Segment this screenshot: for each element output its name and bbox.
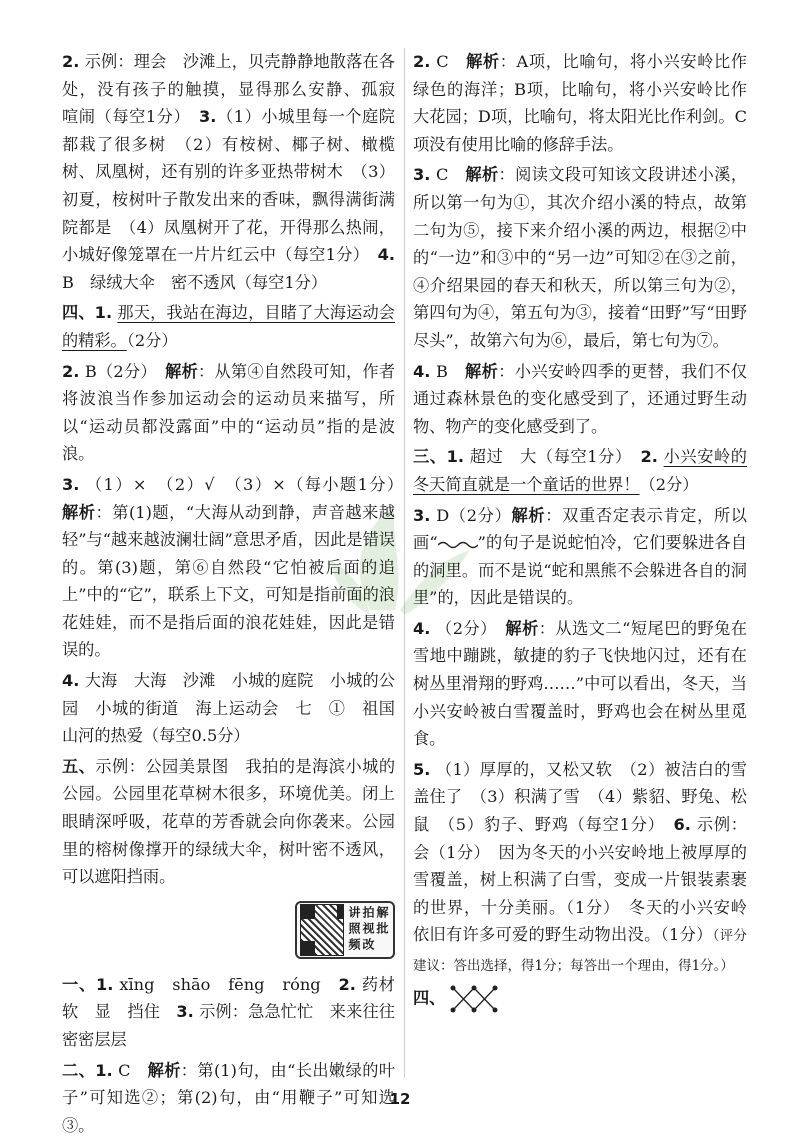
analysis-label: 解析 [466,52,500,71]
answer-text: 示例：急急忙忙 来来往往 密密层层 [62,1002,412,1049]
answer-text: B（2分） [79,361,149,381]
page-number: 12 [389,1090,411,1108]
item-number: 3. [198,107,217,127]
qr-caption-char: 拍 [361,905,375,918]
qr-caption-char: 照 [347,921,361,934]
answer-text: 大海 大海 沙滩 小城的庭院 小城的公园 小城的街道 海上运动会 七 ① 祖国山河的热爱（每空0.5分） [62,671,395,746]
analysis-label: 解析 [465,165,499,185]
matching-lines-diagram [449,984,499,1014]
analysis-label: 解析 [165,361,199,381]
answer-block-section5 [62,753,395,891]
answer-block-section3-q4 [413,615,747,753]
analysis-label: 解析 [147,1060,181,1080]
lesson-title-row [62,895,395,965]
answer-block-section4-matching [413,984,747,1014]
left-column [62,48,412,1142]
qr-code-icon [300,904,344,956]
answer-text: C [430,165,466,185]
item-number: 4. [413,618,431,638]
answer-text: C [430,52,467,71]
item-number: 3. [413,165,431,185]
analysis-label: 解析 [62,502,96,522]
section-number: 三、1. [413,447,464,467]
item-number: 3. [176,1002,194,1022]
section-number: 五、 [62,756,96,776]
item-number: 2. [640,447,658,467]
answer-block-section4-q3 [62,471,395,664]
item-number: 3. [413,505,431,525]
item-number: 4. [413,361,431,381]
answer-block-section2-q4 [413,358,747,441]
score-note: （2分） [126,330,178,350]
answer-text: （1）厚厚的，又松又软 （2）被洁白的雪盖住了 （3）积满了雪 （4）紫貂、野兔、松鼠 （5）豹子、野鸡（每空1分） [413,759,747,835]
section-number: 四、 [413,988,446,1008]
analysis-label: 解析 [511,505,546,525]
item-number: 6. [673,815,691,835]
underlined-answer: 那天，我站在海边，目睹了大海运动会的精彩。 [62,303,395,350]
qr-caption-char: 解 [375,905,389,918]
answer-text: 示例：会（1分） 因为冬天的小兴安岭地上被厚厚的雪覆盖，树上积满了白雪，变成一片银装素裹的世界，十分美丽。（1分） 冬天的小兴安岭依旧有许多可爱的野生动物出没。（1分） [413,815,747,945]
column-divider [404,48,405,1078]
answer-block-section4-q1 [62,299,395,354]
item-number: 2. [338,974,356,994]
answer-block-lesson17-part3 [62,48,412,296]
underlined-answer: 小兴安岭的冬天简直就是一个童话的世界！ [413,447,747,494]
qr-caption-char: 批 [375,921,389,934]
answer-text: （2分） [430,618,489,638]
qr-caption-char: 讲 [347,905,361,918]
answer-text: B 绿绒大伞 密不透风（每空1分） [62,272,328,292]
item-number: 2. [62,361,80,381]
wavy-underline-mark [438,539,478,549]
item-number: 4. [62,671,80,691]
analysis-text: ：A项，比喻句，将小兴安岭比作绿色的海洋；B项，比喻句，将小兴安岭比作大花园；D项，比喻句，将太阳光比作利剑。C项没有使用比喻的修辞手法。 [413,52,747,154]
answer-block-section3-q1-2 [413,443,747,498]
answer-block-section2-q3 [413,161,747,354]
pinyin-answer: xīng shāo fēng róng [113,974,339,994]
item-number: 4. [377,245,396,265]
analysis-text: ：从第④自然段可知，作者将波浪当作参加运动会的运动员来描写，所以“运动员都没露面”中的“运动员”指的是波浪。 [62,361,396,464]
answer-text: 示例：公园美景图 我拍的是海滨小城的公园。公园里花草树木很多，环境优美。闭上眼睛深呼吸，花草的芳香就会向你袭来。公园里的榕树像撑开的绿绒大伞，树叶密不透风，可以遮阳挡雨。 [62,756,396,887]
score-note: （2分） [639,474,699,494]
qr-caption-char: 频 [347,937,361,950]
qr-caption-char: 改 [361,937,375,950]
answer-text: 超过 大（每空1分） [464,447,641,467]
scoring-note: （评分建议：答出选择，得1分；每答出一个理由，得1分。） [413,928,747,974]
answer-block-section2-q2 [413,48,747,158]
item-number: 2. [413,52,431,71]
answer-text: （1）小城里每一个庭院都栽了很多树 （2）有桉树、椰子树、橄榄树、凤凰树，还有别的许多亚热带树木 （3）初夏，桉树叶子散发出来的香味，飘得满街满院都是 （4）凤凰树开了花，开得那么热闹，小城好像笼罩在一片片红云中（每空1分） [62,107,395,265]
item-number: 2. [62,52,80,71]
analysis-text: ：双重否定表示肯定，所以画“ [413,505,747,553]
section-number: 二、1. [62,1060,113,1080]
answer-block-section4-q4 [62,667,395,750]
item-number: 5. [413,759,431,779]
answer-block-section3-q3 [413,502,747,612]
right-column [413,48,747,1017]
answer-text: 示例：理会 沙滩上，贝壳静静地散落在各处，没有孩子的触摸，显得那么安静、孤寂 喧闹（每空1分） [62,52,412,127]
section-number: 四、1. [62,303,113,323]
answer-text: 药材 软 显 挡住 [62,974,412,1022]
item-number: 3. [62,474,80,494]
answer-text: C [112,1060,148,1080]
analysis-text: ：第(1)句，由“长出嫩绿的叶子”可知选②；第(2)句，由“用鞭子”可知选③。 [62,1060,396,1135]
qr-code-badge[interactable] [295,901,395,959]
answer-text: B [430,361,465,381]
answer-block-lesson18-section1 [62,971,412,1054]
answer-block-section4-q2 [62,358,395,468]
analysis-text: ：阅读文段可知该文段讲述小溪，所以第一句为①，其次介绍小溪的特点，故第二句为⑤，接下来介绍小溪的两边，根据②中的“一边”和③中的“另一边”可知②在③之前，④介绍果园的春天和秋天，所以第三句为②，第四句为④，第五句为③，接着“田野”写“田野尽头”，故第六句为⑥，最后，第七句为⑦。 [413,165,748,350]
analysis-text: ”的句子是说蛇怕冷，它们要躲进各自的洞里。而不是说“蛇和黑熊不会躲进各自的洞里”的，因此是错误的。 [413,533,748,608]
analysis-label: 解析 [505,618,539,638]
qr-caption-char: 视 [361,921,375,934]
analysis-text: ：第(1)题，“大海从动到静，声音越来越轻”与“越来越波澜壮阔”意思矛盾，因此是错误的。第(3)题，第⑥自然段“它怕被后面的追上”中的“它”，联系上下文，可知是指前面的浪花娃娃，而不是指后面的浪花娃娃，因此是错误的。 [62,502,395,660]
answer-text: D（2分） [430,505,512,525]
answer-text: （1）× （2）√ （3）×（每小题1分） [79,474,395,494]
qr-caption [348,906,390,954]
analysis-label: 解析 [464,361,499,381]
analysis-text: ：从选文二“短尾巴的野兔在雪地中蹦跳，敏捷的豹子飞快地闪过，还有在树丛里滑翔的野鸡……”中可以看出，冬天，当小兴安岭被白雪覆盖时，野鸡也会在树丛里觅食。 [413,618,748,749]
section-number: 一、1. [62,974,114,994]
analysis-text: ：小兴安岭四季的更替，我们不仅通过森林景色的变化感受到了，还通过野生动物、物产的变化感受到了。 [413,361,748,436]
answer-block-section3-q5-6 [413,756,747,981]
